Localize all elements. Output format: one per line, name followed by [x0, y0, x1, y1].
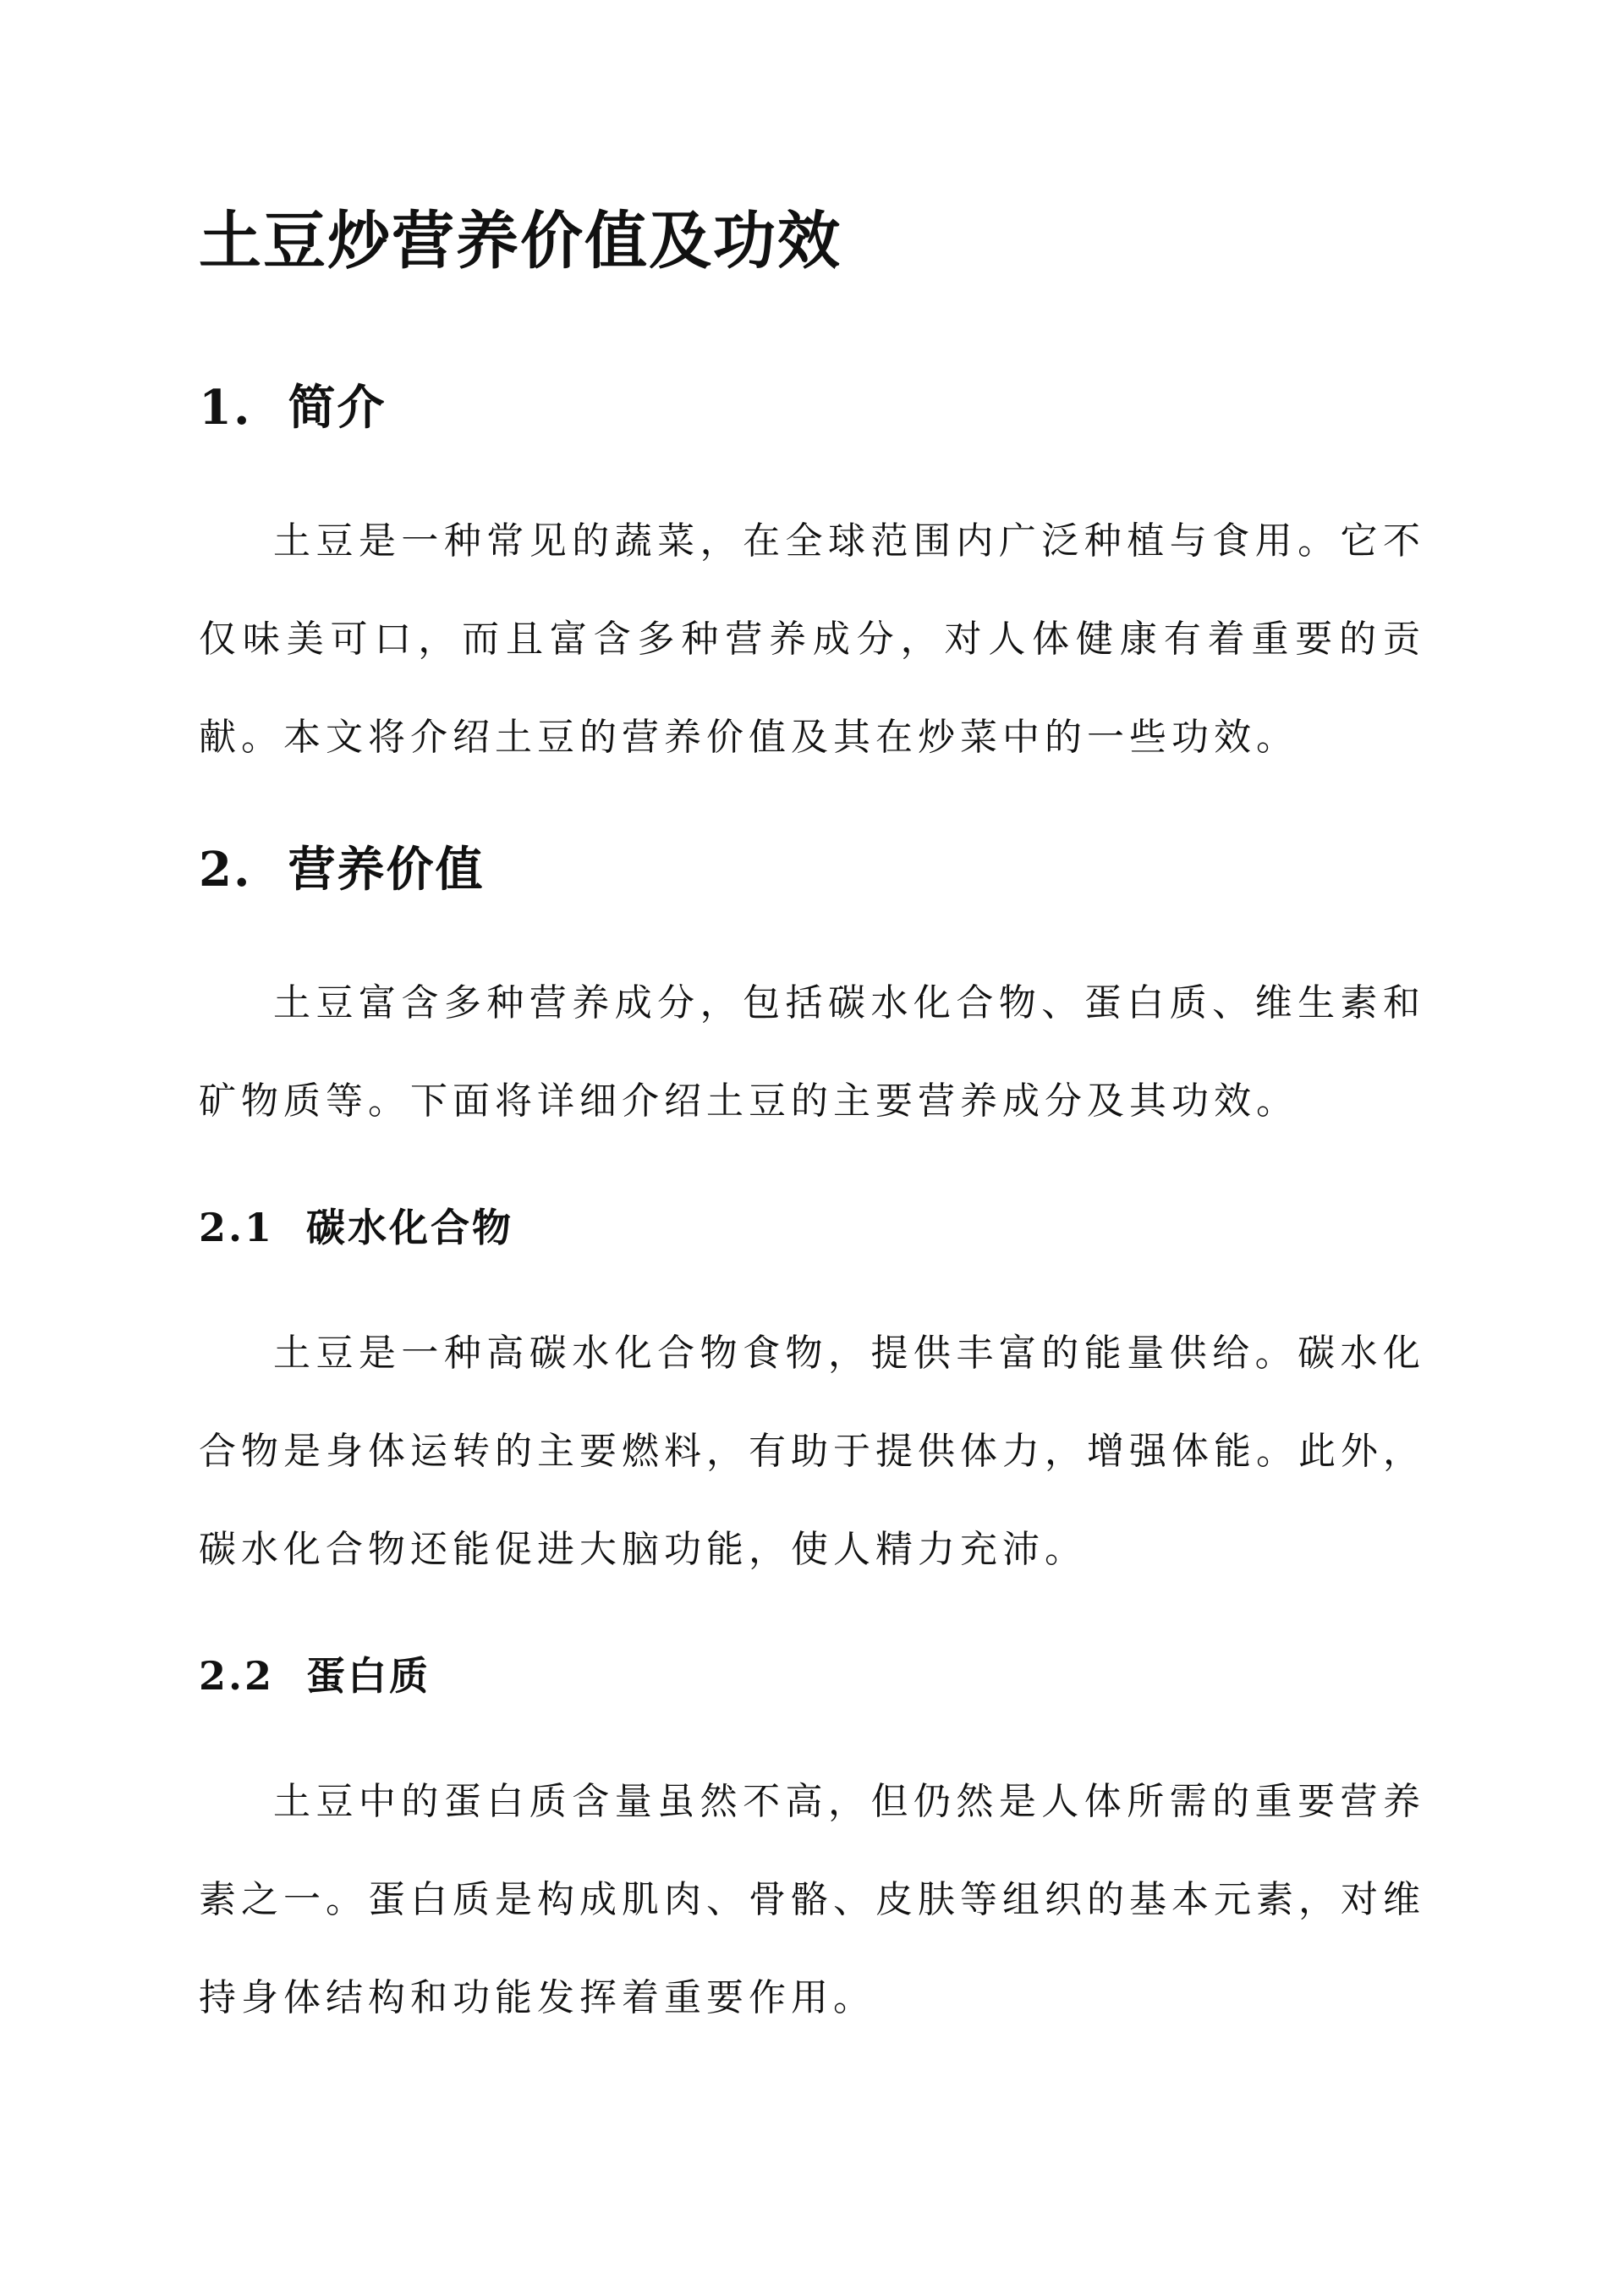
section-heading-nutrition: 2. 营养价值: [199, 842, 485, 898]
subsection-heading-protein: 2.2 蛋白质: [199, 1653, 431, 1699]
page-title: 土豆炒营养价值及功效: [199, 205, 842, 277]
subsection-heading-carbohydrates: 2.1 碳水化合物: [199, 1205, 514, 1250]
intro-paragraph: 土豆是一种常见的蔬菜，在全球范围内广泛种植与食用。它不仅味美可口，而且富含多种营养成分，对人体健康有着重要的贡献。本文将介绍土豆的营养价值及其在炒菜中的一些功效。: [199, 519, 1425, 759]
section-heading-intro: 1. 简介: [199, 380, 387, 436]
nutrition-paragraph: 土豆富含多种营养成分，包括碳水化合物、蛋白质、维生素和矿物质等。下面将详细介绍土豆的主要营养成分及其功效。: [199, 981, 1425, 1123]
carbohydrates-paragraph: 土豆是一种高碳水化合物食物，提供丰富的能量供给。碳水化合物是身体运转的主要燃料，有助于提供体力，增强体能。此外，碳水化合物还能促进大脑功能，使人精力充沛。: [199, 1332, 1425, 1571]
document-body: [199, 186, 1425, 2047]
protein-paragraph: 土豆中的蛋白质含量虽然不高，但仍然是人体所需的重要营养素之一。蛋白质是构成肌肉、骨骼、皮肤等组织的基本元素，对维持身体结构和功能发挥着重要作用。: [199, 1780, 1425, 2019]
